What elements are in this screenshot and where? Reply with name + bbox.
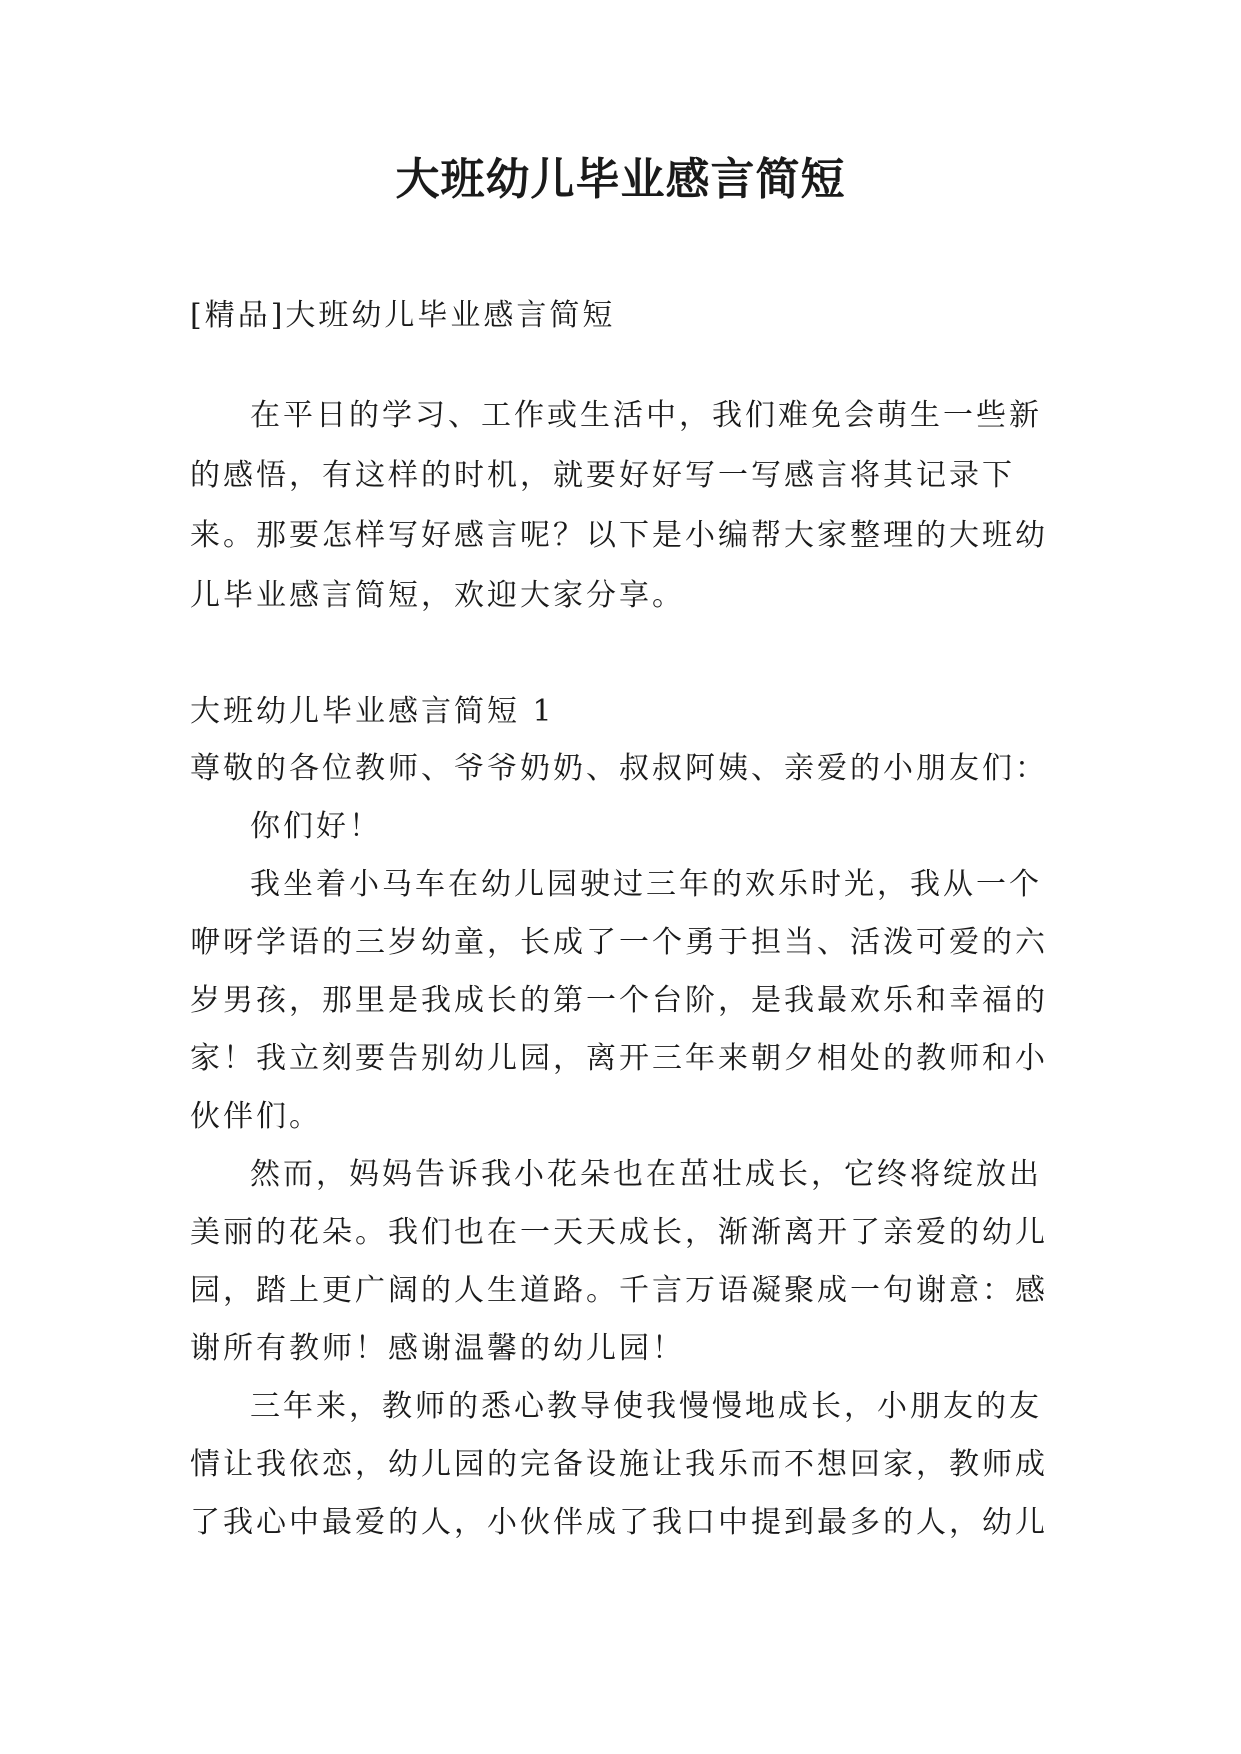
document-body <box>190 290 1060 1552</box>
document-title: 大班幼儿毕业感言简短 <box>395 154 846 205</box>
document-subtitle: [精品]大班幼儿毕业感言简短 <box>190 298 616 333</box>
salutation: 尊敬的各位教师、爷爷奶奶、叔叔阿姨、亲爱的小朋友们： <box>190 751 1048 786</box>
paragraph: 三年来，教师的悉心教导使我慢慢地成长，小朋友的友情让我依恋，幼儿园的完备设施让我乐而不想回家，教师成了我心中最爱的人，小伙伴成了我口中提到最多的人，幼儿 <box>190 1389 1048 1540</box>
paragraph: 我坐着小马车在幼儿园驶过三年的欢乐时光，我从一个咿呀学语的三岁幼童，长成了一个勇于担当、活泼可爱的六岁男孩，那里是我成长的第一个台阶，是我最欢乐和幸福的家！我立刻要告别幼儿园，离开三年来朝夕相处的教师和小伙伴们。 <box>190 867 1048 1134</box>
paragraph-greeting: 你们好！ <box>250 809 382 844</box>
paragraph: 然而，妈妈告诉我小花朵也在茁壮成长，它终将绽放出美丽的花朵。我们也在一天天成长，渐渐离开了亲爱的幼儿园，踏上更广阔的人生道路。千言万语凝聚成一句谢意：感谢所有教师！感谢温馨的幼儿园！ <box>190 1157 1048 1366</box>
section-heading: 大班幼儿毕业感言简短 1 <box>190 694 555 729</box>
intro-paragraph: 在平日的学习、工作或生活中，我们难免会萌生一些新的感悟，有这样的时机，就要好好写一写感言将其记录下来。那要怎样写好感言呢？以下是小编帮大家整理的大班幼儿毕业感言简短，欢迎大家分享。 <box>190 398 1048 613</box>
